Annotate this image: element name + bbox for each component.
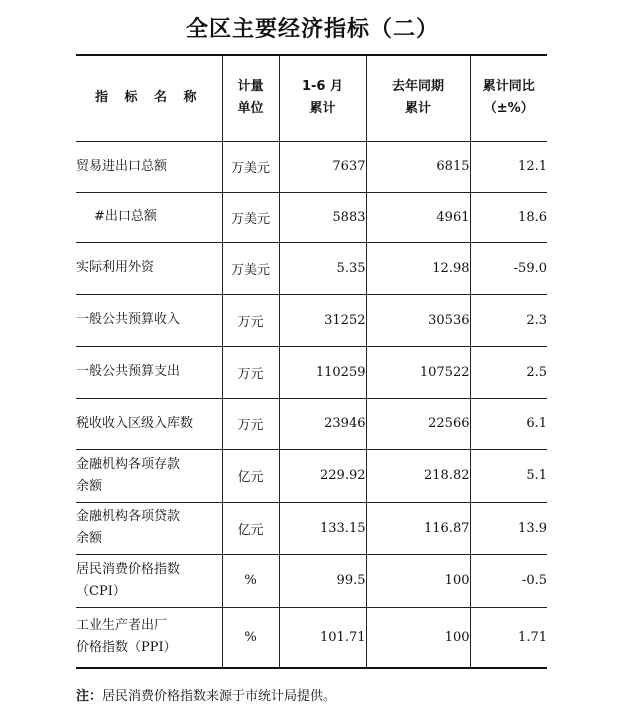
indicator-unit: 万美元 bbox=[222, 192, 279, 242]
indicator-unit: 万元 bbox=[222, 294, 279, 346]
table-row bbox=[76, 502, 547, 554]
table-row bbox=[76, 141, 547, 192]
previous-value: 12.98 bbox=[366, 242, 470, 294]
current-value: 23946 bbox=[279, 398, 366, 449]
indicator-name: 税收收入区级入库数 bbox=[76, 398, 222, 449]
indicator-unit: 万元 bbox=[222, 346, 279, 398]
current-value: 5.35 bbox=[279, 242, 366, 294]
header-unit: 计量 单位 bbox=[222, 55, 279, 141]
previous-value: 116.87 bbox=[366, 502, 470, 554]
previous-value: 6815 bbox=[366, 141, 470, 192]
change-value: 6.1 bbox=[470, 398, 547, 449]
current-value: 5883 bbox=[279, 192, 366, 242]
current-value: 229.92 bbox=[279, 449, 366, 502]
indicator-name: 贸易进出口总额 bbox=[76, 141, 222, 192]
indicator-unit: % bbox=[222, 554, 279, 607]
previous-value: 4961 bbox=[366, 192, 470, 242]
table-row bbox=[76, 192, 547, 242]
indicator-name: 实际利用外资 bbox=[76, 242, 222, 294]
previous-value: 22566 bbox=[366, 398, 470, 449]
indicator-name: #出口总额 bbox=[76, 192, 222, 242]
change-value: 5.1 bbox=[470, 449, 547, 502]
indicator-unit: 万美元 bbox=[222, 242, 279, 294]
indicator-unit: 亿元 bbox=[222, 449, 279, 502]
current-value: 101.71 bbox=[279, 607, 366, 668]
previous-value: 30536 bbox=[366, 294, 470, 346]
change-value: 18.6 bbox=[470, 192, 547, 242]
indicator-name: 一般公共预算收入 bbox=[76, 294, 222, 346]
footnote-label: 注： bbox=[76, 689, 103, 704]
indicator-name: 居民消费价格指数 （CPI） bbox=[76, 554, 222, 607]
indicator-unit: 万元 bbox=[222, 398, 279, 449]
table-row bbox=[76, 607, 547, 668]
change-value: 2.5 bbox=[470, 346, 547, 398]
indicator-unit: 万美元 bbox=[222, 141, 279, 192]
current-value: 99.5 bbox=[279, 554, 366, 607]
footnote-text: 居民消费价格指数来源于市统计局提供。 bbox=[102, 689, 337, 704]
indicator-name: 金融机构各项存款 余额 bbox=[76, 449, 222, 502]
indicator-name: 工业生产者出厂 价格指数（PPI） bbox=[76, 607, 222, 668]
indicator-unit: 亿元 bbox=[222, 502, 279, 554]
change-value: 2.3 bbox=[470, 294, 547, 346]
header-row bbox=[76, 55, 547, 141]
header-indicator-name: 指 标 名 称 bbox=[76, 55, 222, 141]
current-value: 31252 bbox=[279, 294, 366, 346]
page-title: 全区主要经济指标（二） bbox=[185, 17, 439, 42]
header-yoy-change: 累计同比 （±%） bbox=[470, 55, 547, 141]
indicator-name: 一般公共预算支出 bbox=[76, 346, 222, 398]
change-value: -0.5 bbox=[470, 554, 547, 607]
table-row bbox=[76, 242, 547, 294]
indicator-unit: % bbox=[222, 607, 279, 668]
table-row bbox=[76, 346, 547, 398]
table-row bbox=[76, 449, 547, 502]
table-row bbox=[76, 398, 547, 449]
previous-value: 107522 bbox=[366, 346, 470, 398]
table-row bbox=[76, 294, 547, 346]
header-previous-cumulative: 去年同期 累计 bbox=[366, 55, 470, 141]
current-value: 133.15 bbox=[279, 502, 366, 554]
change-value: -59.0 bbox=[470, 242, 547, 294]
change-value: 13.9 bbox=[470, 502, 547, 554]
indicator-name: 金融机构各项贷款 余额 bbox=[76, 502, 222, 554]
footnote bbox=[76, 685, 336, 704]
indicators-table bbox=[76, 54, 547, 669]
header-current-cumulative: 1-6 月 累计 bbox=[279, 55, 366, 141]
previous-value: 100 bbox=[366, 607, 470, 668]
change-value: 12.1 bbox=[470, 141, 547, 192]
current-value: 110259 bbox=[279, 346, 366, 398]
previous-value: 218.82 bbox=[366, 449, 470, 502]
previous-value: 100 bbox=[366, 554, 470, 607]
current-value: 7637 bbox=[279, 141, 366, 192]
change-value: 1.71 bbox=[470, 607, 547, 668]
table-row bbox=[76, 554, 547, 607]
